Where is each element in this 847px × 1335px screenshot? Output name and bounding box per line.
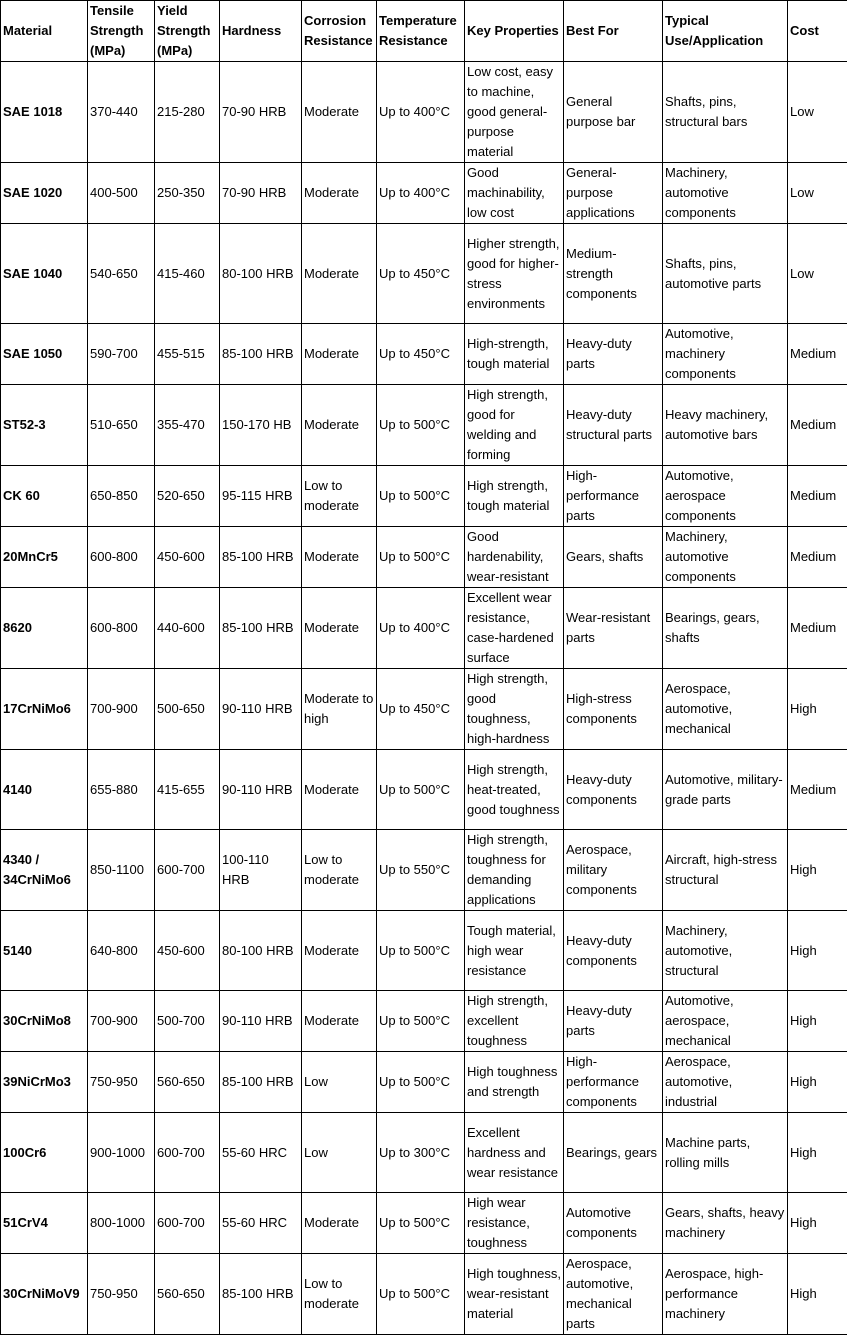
cell-best-for: General-purpose applications (564, 163, 663, 224)
cell-key-properties: High toughness and strength (465, 1052, 564, 1113)
cell-best-for: Heavy-duty components (564, 750, 663, 830)
cell-best-for: General purpose bar (564, 62, 663, 163)
cell-tensile-strength: 650-850 (88, 466, 155, 527)
cell-temperature-resistance: Up to 500°C (377, 527, 465, 588)
cell-typical-use: Machinery, automotive, structural (663, 911, 788, 991)
cell-hardness: 80-100 HRB (220, 224, 302, 324)
cell-yield-strength: 500-650 (155, 669, 220, 750)
cell-key-properties: High strength, heat-treated, good toughness (465, 750, 564, 830)
cell-material: 4140 (1, 750, 88, 830)
cell-tensile-strength: 370-440 (88, 62, 155, 163)
cell-temperature-resistance: Up to 500°C (377, 1052, 465, 1113)
cell-best-for: Aerospace, military components (564, 830, 663, 911)
table-row (1, 1113, 847, 1193)
table-row (1, 588, 847, 669)
cell-corrosion-resistance: Moderate (302, 991, 377, 1052)
cell-yield-strength: 450-600 (155, 527, 220, 588)
cell-tensile-strength: 750-950 (88, 1052, 155, 1113)
cell-yield-strength: 215-280 (155, 62, 220, 163)
cell-corrosion-resistance: Moderate to high (302, 669, 377, 750)
cell-temperature-resistance: Up to 450°C (377, 669, 465, 750)
cell-key-properties: High-strength, tough material (465, 324, 564, 385)
cell-material: 5140 (1, 911, 88, 991)
table-row (1, 527, 847, 588)
table-row (1, 385, 847, 466)
cell-cost: High (788, 1254, 847, 1335)
cell-yield-strength: 440-600 (155, 588, 220, 669)
cell-yield-strength: 250-350 (155, 163, 220, 224)
table-row (1, 1052, 847, 1113)
cell-best-for: High-performance parts (564, 466, 663, 527)
cell-temperature-resistance: Up to 500°C (377, 911, 465, 991)
cell-hardness: 85-100 HRB (220, 1254, 302, 1335)
cell-best-for: Heavy-duty structural parts (564, 385, 663, 466)
table-row (1, 991, 847, 1052)
cell-best-for: Heavy-duty parts (564, 324, 663, 385)
column-header-material: Material (1, 1, 88, 62)
cell-tensile-strength: 850-1100 (88, 830, 155, 911)
cell-hardness: 85-100 HRB (220, 588, 302, 669)
cell-best-for: Bearings, gears (564, 1113, 663, 1193)
cell-key-properties: Tough material, high wear resistance (465, 911, 564, 991)
cell-material: 20MnCr5 (1, 527, 88, 588)
cell-tensile-strength: 700-900 (88, 991, 155, 1052)
cell-tensile-strength: 540-650 (88, 224, 155, 324)
cell-corrosion-resistance: Moderate (302, 224, 377, 324)
cell-temperature-resistance: Up to 450°C (377, 324, 465, 385)
cell-key-properties: Excellent hardness and wear resistance (465, 1113, 564, 1193)
cell-key-properties: Good hardenability, wear-resistant (465, 527, 564, 588)
cell-typical-use: Automotive, machinery components (663, 324, 788, 385)
cell-key-properties: Higher strength, good for higher-stress environments (465, 224, 564, 324)
cell-cost: Low (788, 62, 847, 163)
cell-cost: High (788, 911, 847, 991)
cell-cost: High (788, 830, 847, 911)
cell-temperature-resistance: Up to 400°C (377, 62, 465, 163)
cell-temperature-resistance: Up to 400°C (377, 163, 465, 224)
cell-typical-use: Shafts, pins, automotive parts (663, 224, 788, 324)
cell-hardness: 80-100 HRB (220, 911, 302, 991)
cell-corrosion-resistance: Low (302, 1113, 377, 1193)
table-row (1, 1254, 847, 1335)
cell-typical-use: Heavy machinery, automotive bars (663, 385, 788, 466)
cell-typical-use: Machine parts, rolling mills (663, 1113, 788, 1193)
table-row (1, 224, 847, 324)
cell-tensile-strength: 590-700 (88, 324, 155, 385)
cell-key-properties: High strength, tough material (465, 466, 564, 527)
cell-corrosion-resistance: Moderate (302, 750, 377, 830)
cell-key-properties: High strength, good toughness, high-hardness (465, 669, 564, 750)
cell-tensile-strength: 510-650 (88, 385, 155, 466)
cell-cost: Low (788, 163, 847, 224)
cell-yield-strength: 355-470 (155, 385, 220, 466)
cell-typical-use: Automotive, military-grade parts (663, 750, 788, 830)
cell-temperature-resistance: Up to 450°C (377, 224, 465, 324)
cell-hardness: 55-60 HRC (220, 1193, 302, 1254)
cell-yield-strength: 560-650 (155, 1052, 220, 1113)
cell-cost: Medium (788, 466, 847, 527)
table-row (1, 911, 847, 991)
cell-hardness: 85-100 HRB (220, 527, 302, 588)
cell-material: 30CrNiMoV9 (1, 1254, 88, 1335)
cell-cost: Medium (788, 324, 847, 385)
cell-key-properties: High toughness, wear-resistant material (465, 1254, 564, 1335)
cell-hardness: 95-115 HRB (220, 466, 302, 527)
cell-yield-strength: 415-655 (155, 750, 220, 830)
cell-yield-strength: 560-650 (155, 1254, 220, 1335)
cell-typical-use: Bearings, gears, shafts (663, 588, 788, 669)
table-row (1, 324, 847, 385)
cell-corrosion-resistance: Low (302, 1052, 377, 1113)
cell-cost: High (788, 1113, 847, 1193)
cell-material: ST52-3 (1, 385, 88, 466)
cell-tensile-strength: 655-880 (88, 750, 155, 830)
cell-corrosion-resistance: Moderate (302, 527, 377, 588)
cell-key-properties: High strength, excellent toughness (465, 991, 564, 1052)
cell-typical-use: Aerospace, high-performance machinery (663, 1254, 788, 1335)
cell-yield-strength: 450-600 (155, 911, 220, 991)
cell-key-properties: Good machinability, low cost (465, 163, 564, 224)
cell-typical-use: Aerospace, automotive, industrial (663, 1052, 788, 1113)
cell-best-for: Wear-resistant parts (564, 588, 663, 669)
column-header-tensile-strength: Tensile Strength (MPa) (88, 1, 155, 62)
cell-hardness: 70-90 HRB (220, 163, 302, 224)
cell-key-properties: Excellent wear resistance, case-hardened surface (465, 588, 564, 669)
cell-cost: High (788, 991, 847, 1052)
cell-typical-use: Machinery, automotive components (663, 163, 788, 224)
table-row (1, 62, 847, 163)
column-header-key-properties: Key Properties (465, 1, 564, 62)
cell-temperature-resistance: Up to 500°C (377, 385, 465, 466)
cell-typical-use: Automotive, aerospace components (663, 466, 788, 527)
table-row (1, 830, 847, 911)
cell-material: 17CrNiMo6 (1, 669, 88, 750)
cell-hardness: 90-110 HRB (220, 991, 302, 1052)
cell-tensile-strength: 640-800 (88, 911, 155, 991)
cell-best-for: Medium-strength components (564, 224, 663, 324)
cell-typical-use: Gears, shafts, heavy machinery (663, 1193, 788, 1254)
column-header-best-for: Best For (564, 1, 663, 62)
cell-cost: High (788, 669, 847, 750)
cell-temperature-resistance: Up to 300°C (377, 1113, 465, 1193)
cell-corrosion-resistance: Moderate (302, 385, 377, 466)
cell-hardness: 90-110 HRB (220, 669, 302, 750)
cell-key-properties: High strength, toughness for demanding applications (465, 830, 564, 911)
column-header-yield-strength: Yield Strength (MPa) (155, 1, 220, 62)
cell-cost: High (788, 1052, 847, 1113)
cell-tensile-strength: 800-1000 (88, 1193, 155, 1254)
cell-tensile-strength: 700-900 (88, 669, 155, 750)
cell-cost: Medium (788, 385, 847, 466)
cell-yield-strength: 600-700 (155, 1113, 220, 1193)
cell-hardness: 85-100 HRB (220, 324, 302, 385)
cell-material: 51CrV4 (1, 1193, 88, 1254)
table-row (1, 669, 847, 750)
cell-typical-use: Automotive, aerospace, mechanical (663, 991, 788, 1052)
cell-corrosion-resistance: Moderate (302, 62, 377, 163)
cell-yield-strength: 520-650 (155, 466, 220, 527)
column-header-typical-use: Typical Use/Application (663, 1, 788, 62)
cell-tensile-strength: 750-950 (88, 1254, 155, 1335)
cell-hardness: 100-110 HRB (220, 830, 302, 911)
cell-typical-use: Aerospace, automotive, mechanical (663, 669, 788, 750)
cell-cost: Medium (788, 588, 847, 669)
cell-tensile-strength: 600-800 (88, 527, 155, 588)
cell-material: SAE 1050 (1, 324, 88, 385)
cell-temperature-resistance: Up to 400°C (377, 588, 465, 669)
cell-cost: High (788, 1193, 847, 1254)
cell-key-properties: High strength, good for welding and forming (465, 385, 564, 466)
cell-yield-strength: 455-515 (155, 324, 220, 385)
table-row (1, 750, 847, 830)
cell-cost: Low (788, 224, 847, 324)
cell-best-for: Heavy-duty components (564, 911, 663, 991)
cell-material: CK 60 (1, 466, 88, 527)
column-header-temperature-resistance: Temperature Resistance (377, 1, 465, 62)
cell-best-for: High-stress components (564, 669, 663, 750)
cell-temperature-resistance: Up to 500°C (377, 1193, 465, 1254)
cell-best-for: High-performance components (564, 1052, 663, 1113)
cell-hardness: 55-60 HRC (220, 1113, 302, 1193)
cell-tensile-strength: 600-800 (88, 588, 155, 669)
column-header-corrosion-resistance: Corrosion Resistance (302, 1, 377, 62)
cell-best-for: Automotive components (564, 1193, 663, 1254)
cell-corrosion-resistance: Low to moderate (302, 1254, 377, 1335)
cell-temperature-resistance: Up to 550°C (377, 830, 465, 911)
cell-best-for: Heavy-duty parts (564, 991, 663, 1052)
cell-hardness: 85-100 HRB (220, 1052, 302, 1113)
cell-material: SAE 1018 (1, 62, 88, 163)
table-row (1, 1193, 847, 1254)
cell-corrosion-resistance: Low to moderate (302, 830, 377, 911)
cell-corrosion-resistance: Moderate (302, 911, 377, 991)
cell-corrosion-resistance: Moderate (302, 1193, 377, 1254)
cell-material: 4340 / 34CrNiMo6 (1, 830, 88, 911)
cell-yield-strength: 500-700 (155, 991, 220, 1052)
cell-tensile-strength: 400-500 (88, 163, 155, 224)
cell-hardness: 70-90 HRB (220, 62, 302, 163)
cell-best-for: Gears, shafts (564, 527, 663, 588)
cell-material: SAE 1020 (1, 163, 88, 224)
cell-cost: Medium (788, 750, 847, 830)
cell-typical-use: Shafts, pins, structural bars (663, 62, 788, 163)
cell-typical-use: Aircraft, high-stress structural (663, 830, 788, 911)
cell-material: SAE 1040 (1, 224, 88, 324)
cell-yield-strength: 600-700 (155, 1193, 220, 1254)
cell-cost: Medium (788, 527, 847, 588)
cell-material: 39NiCrMo3 (1, 1052, 88, 1113)
column-header-hardness: Hardness (220, 1, 302, 62)
table-body (1, 62, 847, 1335)
cell-corrosion-resistance: Moderate (302, 324, 377, 385)
table-row (1, 163, 847, 224)
cell-temperature-resistance: Up to 500°C (377, 466, 465, 527)
cell-key-properties: High wear resistance, toughness (465, 1193, 564, 1254)
cell-hardness: 150-170 HB (220, 385, 302, 466)
cell-corrosion-resistance: Low to moderate (302, 466, 377, 527)
cell-corrosion-resistance: Moderate (302, 163, 377, 224)
cell-temperature-resistance: Up to 500°C (377, 991, 465, 1052)
cell-material: 8620 (1, 588, 88, 669)
cell-corrosion-resistance: Moderate (302, 588, 377, 669)
cell-temperature-resistance: Up to 500°C (377, 1254, 465, 1335)
cell-material: 100Cr6 (1, 1113, 88, 1193)
header-row (1, 1, 847, 62)
cell-best-for: Aerospace, automotive, mechanical parts (564, 1254, 663, 1335)
cell-key-properties: Low cost, easy to machine, good general-purpose material (465, 62, 564, 163)
cell-hardness: 90-110 HRB (220, 750, 302, 830)
cell-yield-strength: 415-460 (155, 224, 220, 324)
cell-yield-strength: 600-700 (155, 830, 220, 911)
column-header-cost: Cost (788, 1, 847, 62)
cell-material: 30CrNiMo8 (1, 991, 88, 1052)
cell-typical-use: Machinery, automotive components (663, 527, 788, 588)
table-row (1, 466, 847, 527)
cell-temperature-resistance: Up to 500°C (377, 750, 465, 830)
cell-tensile-strength: 900-1000 (88, 1113, 155, 1193)
